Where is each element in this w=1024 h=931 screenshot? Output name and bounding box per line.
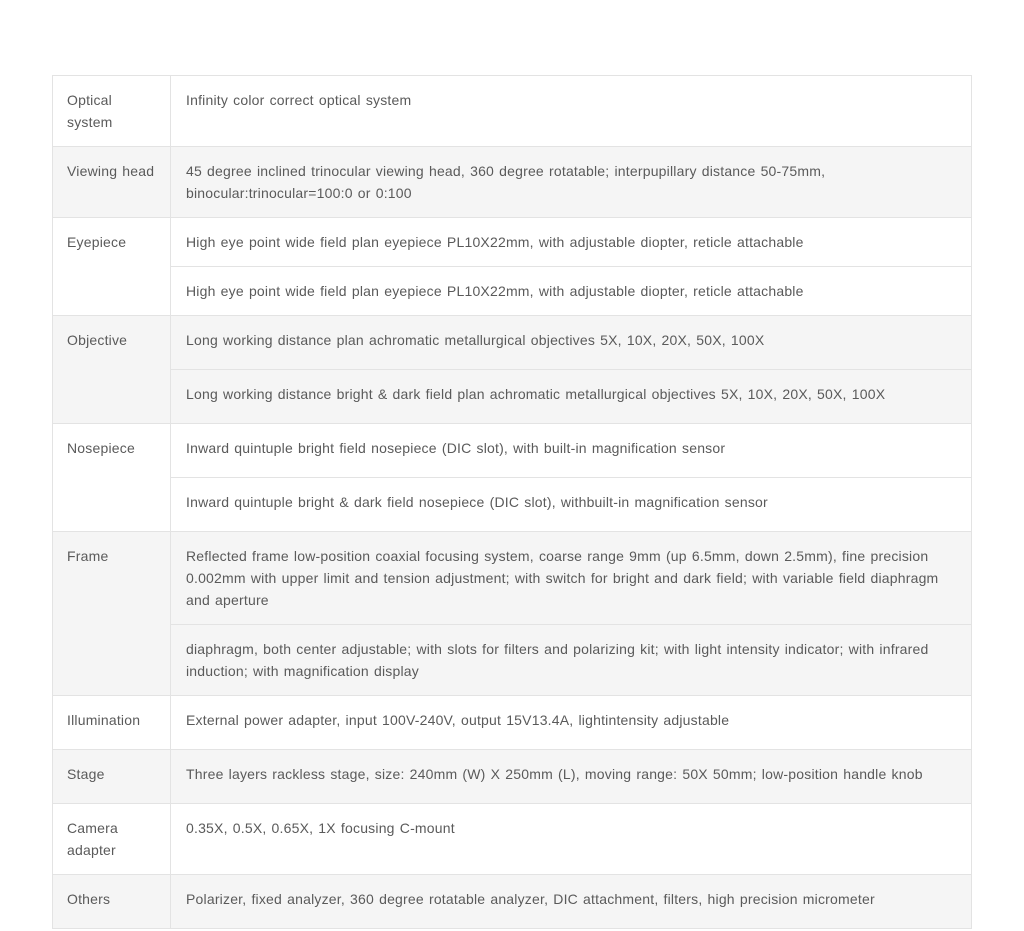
spec-label-camera-adapter: Camera adapter	[53, 804, 171, 875]
table-row	[53, 316, 972, 370]
spec-label-optical-system: Optical system	[53, 76, 171, 147]
spec-value: Long working distance bright & dark field plan achromatic metallurgical objectives 5X, 10X, 20X, 50X, 100X	[171, 370, 972, 424]
spec-value: External power adapter, input 100V-240V, output 15V13.4A, lightintensity adjustable	[171, 696, 972, 750]
spec-label-eyepiece: Eyepiece	[53, 218, 171, 316]
microscope-spec-table	[52, 75, 972, 929]
table-row	[53, 875, 972, 929]
table-row	[53, 76, 972, 147]
table-row	[53, 804, 972, 875]
spec-value: Three layers rackless stage, size: 240mm (W) X 250mm (L), moving range: 50X 50mm; low-position handle knob	[171, 750, 972, 804]
spec-label-stage: Stage	[53, 750, 171, 804]
table-row	[53, 696, 972, 750]
spec-value: Polarizer, fixed analyzer, 360 degree rotatable analyzer, DIC attachment, filters, high precision micrometer	[171, 875, 972, 929]
table-row	[53, 750, 972, 804]
spec-label-nosepiece: Nosepiece	[53, 424, 171, 532]
spec-value: diaphragm, both center adjustable; with slots for filters and polarizing kit; with light intensity indicator; with infrared induction; with magnification display	[171, 625, 972, 696]
table-row	[53, 147, 972, 218]
spec-label-frame: Frame	[53, 532, 171, 696]
table-row	[53, 218, 972, 267]
spec-value: Inward quintuple bright & dark field nosepiece (DIC slot), withbuilt-in magnification sensor	[171, 478, 972, 532]
spec-label-others: Others	[53, 875, 171, 929]
table-row	[53, 267, 972, 316]
spec-label-viewing-head: Viewing head	[53, 147, 171, 218]
spec-value: 0.35X, 0.5X, 0.65X, 1X focusing C-mount	[171, 804, 972, 875]
spec-value: Long working distance plan achromatic metallurgical objectives 5X, 10X, 20X, 50X, 100X	[171, 316, 972, 370]
table-row	[53, 625, 972, 696]
spec-label-illumination: Illumination	[53, 696, 171, 750]
table-row	[53, 532, 972, 625]
spec-value: 45 degree inclined trinocular viewing head, 360 degree rotatable; interpupillary distance 50-75mm, binocular:trinocular=100:0 or 0:100	[171, 147, 972, 218]
spec-table-container	[52, 75, 972, 929]
table-row	[53, 478, 972, 532]
spec-value: High eye point wide field plan eyepiece PL10X22mm, with adjustable diopter, reticle attachable	[171, 218, 972, 267]
spec-value: Inward quintuple bright field nosepiece (DIC slot), with built-in magnification sensor	[171, 424, 972, 478]
spec-value: High eye point wide field plan eyepiece PL10X22mm, with adjustable diopter, reticle attachable	[171, 267, 972, 316]
spec-value: Infinity color correct optical system	[171, 76, 972, 147]
spec-label-objective: Objective	[53, 316, 171, 424]
table-row	[53, 424, 972, 478]
spec-value: Reflected frame low-position coaxial focusing system, coarse range 9mm (up 6.5mm, down 2.5mm), fine precision 0.002mm with upper limit and tension adjustment; with switch for bright and dark field; with variable field diaphragm and aperture	[171, 532, 972, 625]
table-row	[53, 370, 972, 424]
